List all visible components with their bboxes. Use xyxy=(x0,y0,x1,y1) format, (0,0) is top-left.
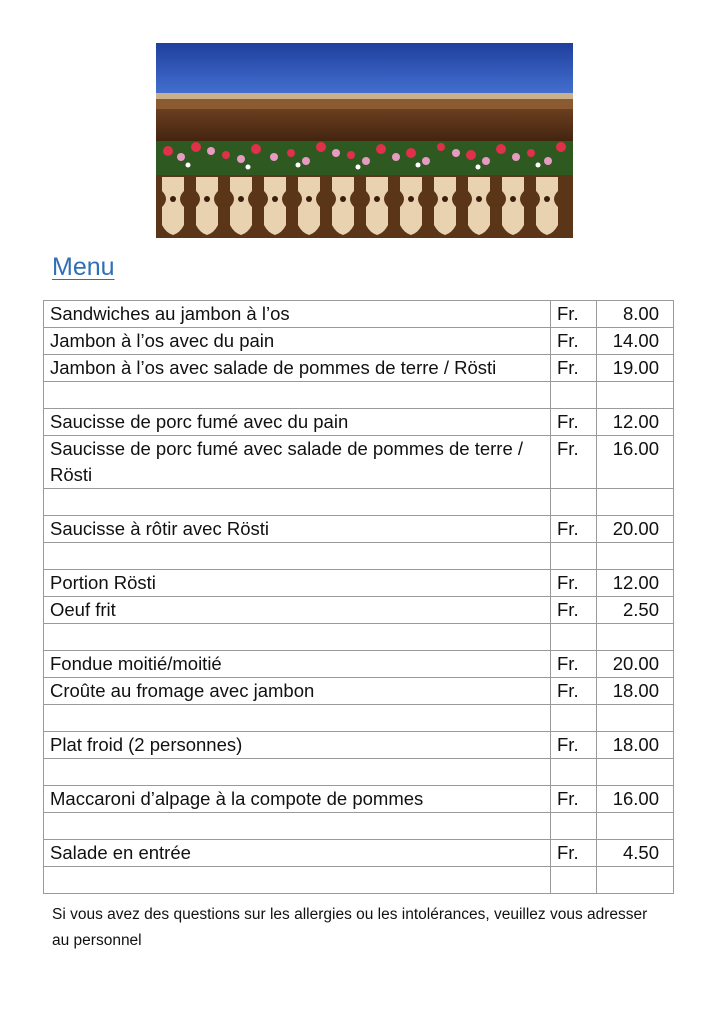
menu-item-name: Portion Rösti xyxy=(44,570,551,597)
menu-item-price xyxy=(597,543,674,570)
menu-item-price: 20.00 xyxy=(597,516,674,543)
menu-item-name: Sandwiches au jambon à l’os xyxy=(44,301,551,328)
menu-item-currency: Fr. xyxy=(551,597,597,624)
menu-item-currency: Fr. xyxy=(551,651,597,678)
table-row xyxy=(44,382,674,409)
menu-item-currency: Fr. xyxy=(551,436,597,489)
menu-item-currency xyxy=(551,382,597,409)
page-title: Menu xyxy=(52,253,115,281)
menu-item-name: Salade en entrée xyxy=(44,840,551,867)
table-row xyxy=(44,813,674,840)
menu-item-name xyxy=(44,759,551,786)
menu-item-currency: Fr. xyxy=(551,328,597,355)
menu-item-name xyxy=(44,489,551,516)
menu-item-price: 12.00 xyxy=(597,570,674,597)
menu-item-price: 16.00 xyxy=(597,436,674,489)
menu-item-currency: Fr. xyxy=(551,678,597,705)
table-row xyxy=(44,328,674,355)
table-row xyxy=(44,678,674,705)
menu-item-currency: Fr. xyxy=(551,409,597,436)
table-row xyxy=(44,759,674,786)
menu-item-price xyxy=(597,489,674,516)
menu-item-price: 14.00 xyxy=(597,328,674,355)
menu-item-currency: Fr. xyxy=(551,570,597,597)
table-row xyxy=(44,840,674,867)
menu-item-name: Plat froid (2 personnes) xyxy=(44,732,551,759)
menu-item-name: Maccaroni d’alpage à la compote de pommes xyxy=(44,786,551,813)
menu-item-name xyxy=(44,382,551,409)
menu-item-price: 18.00 xyxy=(597,732,674,759)
header-photo xyxy=(156,43,573,238)
menu-item-price: 20.00 xyxy=(597,651,674,678)
menu-item-price: 12.00 xyxy=(597,409,674,436)
table-row xyxy=(44,597,674,624)
table-row xyxy=(44,570,674,597)
menu-item-name: Fondue moitié/moitié xyxy=(44,651,551,678)
table-row xyxy=(44,786,674,813)
menu-item-name xyxy=(44,624,551,651)
table-row xyxy=(44,732,674,759)
menu-item-price xyxy=(597,382,674,409)
menu-item-name: Saucisse de porc fumé avec du pain xyxy=(44,409,551,436)
menu-item-name: Croûte au fromage avec jambon xyxy=(44,678,551,705)
menu-item-price xyxy=(597,867,674,894)
menu-item-price: 19.00 xyxy=(597,355,674,382)
table-row xyxy=(44,489,674,516)
menu-item-currency: Fr. xyxy=(551,732,597,759)
menu-item-currency: Fr. xyxy=(551,786,597,813)
table-row xyxy=(44,624,674,651)
table-row xyxy=(44,516,674,543)
menu-item-price xyxy=(597,624,674,651)
menu-item-price: 8.00 xyxy=(597,301,674,328)
menu-item-price: 4.50 xyxy=(597,840,674,867)
menu-item-currency: Fr. xyxy=(551,840,597,867)
table-row xyxy=(44,355,674,382)
table-row xyxy=(44,705,674,732)
table-row xyxy=(44,543,674,570)
menu-item-name: Saucisse à rôtir avec Rösti xyxy=(44,516,551,543)
menu-item-name: Saucisse de porc fumé avec salade de pommes de terre / Rösti xyxy=(44,436,551,489)
allergy-note: Si vous avez des questions sur les allergies ou les intolérances, veuillez vous adresser au personnel xyxy=(52,906,648,949)
table-row xyxy=(44,436,674,489)
menu-item-price xyxy=(597,759,674,786)
menu-item-currency xyxy=(551,705,597,732)
table-row xyxy=(44,409,674,436)
menu-item-name xyxy=(44,543,551,570)
menu-item-name: Jambon à l’os avec salade de pommes de terre / Rösti xyxy=(44,355,551,382)
table-row xyxy=(44,651,674,678)
menu-item-name: Jambon à l’os avec du pain xyxy=(44,328,551,355)
menu-item-currency xyxy=(551,489,597,516)
menu-item-name xyxy=(44,705,551,732)
menu-item-name xyxy=(44,867,551,894)
menu-item-name: Oeuf frit xyxy=(44,597,551,624)
menu-item-currency xyxy=(551,813,597,840)
menu-item-price: 2.50 xyxy=(597,597,674,624)
table-row xyxy=(44,301,674,328)
menu-item-currency: Fr. xyxy=(551,301,597,328)
menu-item-price: 18.00 xyxy=(597,678,674,705)
table-row xyxy=(44,867,674,894)
menu-item-name xyxy=(44,813,551,840)
menu-item-price xyxy=(597,813,674,840)
carved-balustrade xyxy=(156,175,573,238)
menu-item-currency xyxy=(551,624,597,651)
menu-item-currency xyxy=(551,867,597,894)
flowers xyxy=(156,141,573,177)
menu-table xyxy=(43,300,674,894)
menu-item-currency: Fr. xyxy=(551,516,597,543)
chalet-balcony-flowers-photo xyxy=(156,43,573,238)
menu-item-price xyxy=(597,705,674,732)
menu-item-currency: Fr. xyxy=(551,355,597,382)
menu-item-currency xyxy=(551,543,597,570)
menu-item-price: 16.00 xyxy=(597,786,674,813)
menu-item-currency xyxy=(551,759,597,786)
